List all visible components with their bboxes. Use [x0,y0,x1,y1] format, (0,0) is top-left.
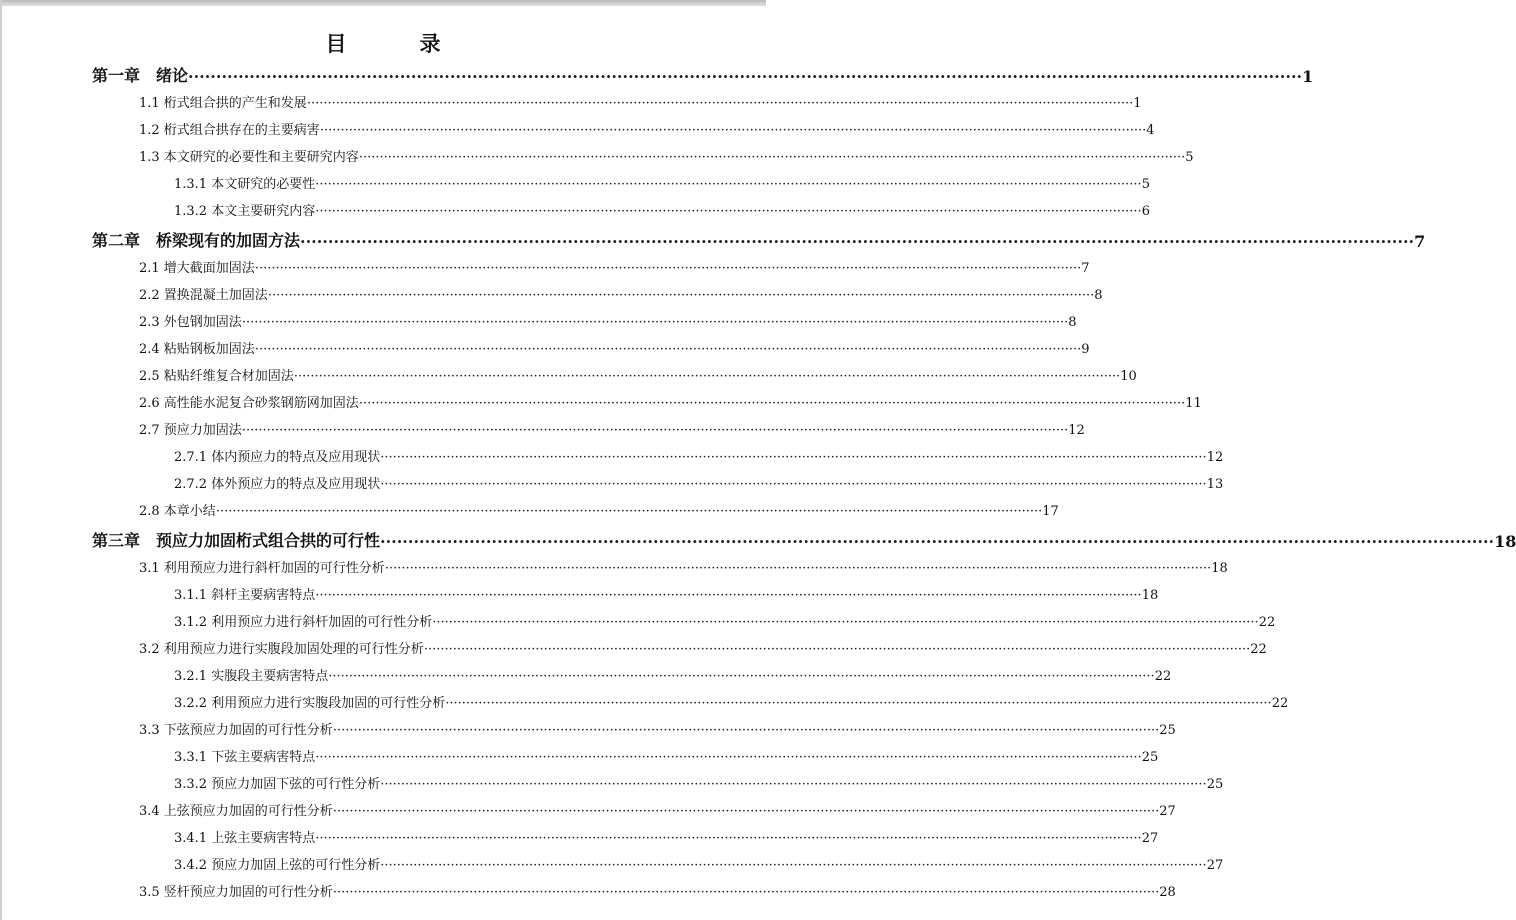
toc-leader-dots: ········································································································································································································ [267,288,1095,303]
toc-entry-label: 2.5 粘贴纤维复合材加固法 [139,369,294,384]
toc-entry-label: 3.1.2 利用预应力进行斜杆加固的可行性分析 [174,615,433,630]
toc-section-entry[interactable] [139,550,1228,576]
toc-leader-dots: ········································································································································································································ [215,504,1043,519]
toc-page-number: 6 [1141,204,1150,219]
toc-subsection-entry[interactable] [174,604,1276,630]
toc-entry-label: 3.4.2 预应力加固上弦的可行性分析 [174,858,381,873]
toc-section-entry[interactable] [139,631,1267,657]
toc-page-number: 28 [1159,885,1176,900]
toc-leader-dots: ········································································································································································································ [380,858,1207,873]
toc-leader-dots: ········································································································································································································ [432,615,1259,630]
toc-leader-dots: ········································································································································································································ [241,423,1069,438]
toc-page-number: 13 [1206,477,1224,492]
toc-subsection-entry[interactable] [174,466,1224,492]
toc-page-number: 22 [1258,615,1276,630]
toc-section-entry[interactable] [139,358,1137,384]
toc-entry-label: 3.2 利用预应力进行实腹段加固处理的可行性分析 [139,642,424,657]
toc-leader-dots: ········································································································································································································ [188,67,1303,86]
toc-subsection-entry[interactable] [174,739,1159,765]
toc-page-number: 1 [1302,67,1314,86]
toc-subsection-entry[interactable] [174,766,1224,792]
toc-leader-dots: ········································································································································································································ [254,261,1082,276]
toc-subsection-entry[interactable] [174,847,1224,873]
toc-page-number: 18 [1494,532,1516,551]
toc-page-number: 25 [1159,723,1176,738]
toc-entry-label: 2.4 粘贴钢板加固法 [139,342,255,357]
toc-page-number: 7 [1414,232,1426,251]
toc-subsection-entry[interactable] [174,577,1159,603]
toc-leader-dots: ········································································································································································································ [241,315,1069,330]
toc-page-number: 18 [1141,588,1159,603]
toc-section-entry[interactable] [139,874,1176,900]
toc-entry-label: 3.5 竖杆预应力加固的可行性分析 [139,885,333,900]
toc-subsection-entry[interactable] [174,820,1159,846]
toc-page-number: 9 [1081,342,1090,357]
toc-section-entry[interactable] [139,85,1142,111]
toc-entry-label: 3.2.1 实腹段主要病害特点 [174,669,329,684]
toc-entry-label: 3.4 上弦预应力加固的可行性分析 [139,804,333,819]
toc-entry-label: 3.3.1 下弦主要病害特点 [174,750,316,765]
toc-section-entry[interactable] [139,277,1103,303]
toc-section-entry[interactable] [139,493,1059,519]
toc-page-number: 10 [1120,369,1137,384]
toc-leader-dots: ········································································································································································································ [319,123,1147,138]
toc-leader-dots: ········································································································································································································ [380,532,1495,551]
toc-chapter-entry[interactable] [92,223,1426,251]
toc-page-number: 7 [1081,261,1090,276]
toc-page-number: 12 [1068,423,1085,438]
toc-entry-label: 3.2.2 利用预应力进行实腹段加固的可行性分析 [174,696,446,711]
toc-leader-dots: ········································································································································································································ [254,342,1082,357]
toc-section-entry[interactable] [139,412,1085,438]
toc-leader-dots: ········································································································································································································ [380,777,1207,792]
toc-subsection-entry[interactable] [174,439,1224,465]
toc-page-number: 25 [1141,750,1159,765]
toc-section-entry[interactable] [139,712,1176,738]
toc-page-number: 11 [1185,396,1202,411]
toc-leader-dots: ········································································································································································································ [380,450,1207,465]
toc-page-number: 12 [1206,450,1224,465]
toc-page-number: 4 [1146,123,1155,138]
toc-section-entry[interactable] [139,139,1194,165]
toc-leader-dots: ········································································································································································································ [384,561,1212,576]
toc-leader-dots: ········································································································································································································ [315,750,1142,765]
toc-leader-dots: ········································································································································································································ [380,477,1207,492]
toc-page-number: 27 [1159,804,1176,819]
toc-page-number: 8 [1068,315,1077,330]
toc-section-entry[interactable] [139,385,1202,411]
toc-chapter-entry[interactable] [92,58,1314,86]
toc-entry-label: 第三章 预应力加固桁式组合拱的可行性 [92,531,381,550]
toc-leader-dots: ········································································································································································································ [293,369,1121,384]
toc-leader-dots: ········································································································································································································ [332,885,1160,900]
toc-section-entry[interactable] [139,331,1090,357]
toc-entry-label: 3.4.1 上弦主要病害特点 [174,831,316,846]
toc-page-number: 5 [1141,177,1150,192]
toc-chapter-entry[interactable] [92,523,1516,551]
toc-entry-label: 第二章 桥梁现有的加固方法 [92,231,301,250]
toc-page-number: 22 [1271,696,1289,711]
toc-page-number: 8 [1094,288,1103,303]
toc-leader-dots: ········································································································································································································ [328,669,1155,684]
toc-leader-dots: ········································································································································································································ [300,232,1415,251]
toc-page-number: 22 [1250,642,1267,657]
toc-title: 目 录 [325,31,467,56]
toc-leader-dots: ········································································································································································································ [315,831,1142,846]
toc-entry-label: 2.7 预应力加固法 [139,423,242,438]
page-left-edge [0,0,2,920]
toc-entry-label: 1.3 本文研究的必要性和主要研究内容 [139,150,359,165]
window-top-bar [0,0,766,6]
toc-leader-dots: ········································································································································································································ [332,723,1160,738]
toc-leader-dots: ········································································································································································································ [358,396,1186,411]
toc-leader-dots: ········································································································································································································ [315,204,1142,219]
toc-subsection-entry[interactable] [174,658,1172,684]
toc-subsection-entry[interactable] [174,166,1150,192]
toc-leader-dots: ········································································································································································································ [445,696,1272,711]
toc-page-number: 1 [1133,96,1142,111]
toc-entry-label: 3.1 利用预应力进行斜杆加固的可行性分析 [139,561,385,576]
toc-leader-dots: ········································································································································································································ [306,96,1134,111]
toc-entry-label: 2.2 置换混凝土加固法 [139,288,268,303]
toc-page-number: 27 [1206,858,1224,873]
toc-page-number: 22 [1154,669,1172,684]
toc-entry-label: 1.3.2 本文主要研究内容 [174,204,316,219]
toc-section-entry[interactable] [139,250,1090,276]
toc-leader-dots: ········································································································································································································ [315,177,1142,192]
toc-entry-label: 3.1.1 斜杆主要病害特点 [174,588,316,603]
toc-leader-dots: ········································································································································································································ [332,804,1160,819]
toc-leader-dots: ········································································································································································································ [423,642,1251,657]
toc-section-entry[interactable] [139,304,1077,330]
toc-subsection-entry[interactable] [174,193,1150,219]
toc-section-entry[interactable] [139,112,1155,138]
toc-page-number: 27 [1141,831,1159,846]
toc-entry-label: 2.6 高性能水泥复合砂浆钢筋网加固法 [139,396,359,411]
toc-section-entry[interactable] [139,793,1176,819]
toc-entry-label: 2.7.1 体内预应力的特点及应用现状 [174,450,381,465]
toc-entry-label: 2.7.2 体外预应力的特点及应用现状 [174,477,381,492]
toc-entry-label: 2.1 增大截面加固法 [139,261,255,276]
toc-entry-label: 1.1 桁式组合拱的产生和发展 [139,96,307,111]
toc-entry-label: 第一章 绪论 [92,66,189,85]
toc-page-number: 25 [1206,777,1224,792]
toc-subsection-entry[interactable] [174,685,1289,711]
toc-page-number: 18 [1211,561,1228,576]
toc-entry-label: 3.3 下弦预应力加固的可行性分析 [139,723,333,738]
toc-entry-label: 2.3 外包钢加固法 [139,315,242,330]
toc-page-number: 17 [1042,504,1059,519]
toc-page-number: 5 [1185,150,1194,165]
toc-leader-dots: ········································································································································································································ [315,588,1142,603]
toc-entry-label: 1.2 桁式组合拱存在的主要病害 [139,123,320,138]
toc-entry-label: 2.8 本章小结 [139,504,216,519]
toc-entry-label: 3.3.2 预应力加固下弦的可行性分析 [174,777,381,792]
toc-entry-label: 1.3.1 本文研究的必要性 [174,177,316,192]
toc-leader-dots: ········································································································································································································ [358,150,1186,165]
